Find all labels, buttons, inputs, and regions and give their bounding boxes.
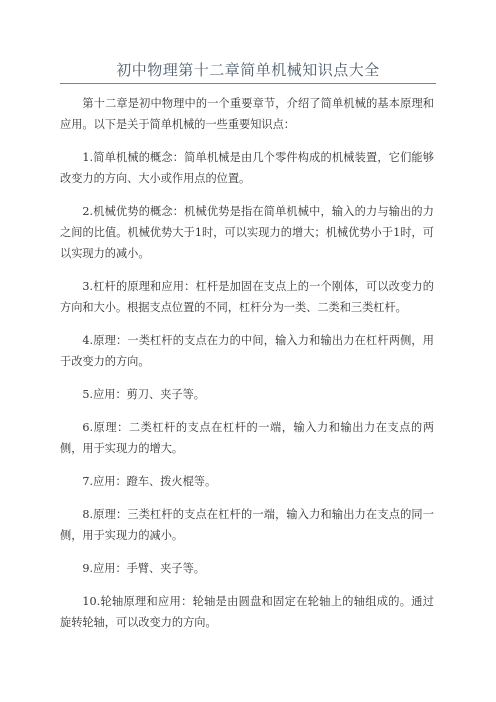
paragraph-item-9: 9.应用：手臂、夹子等。 <box>82 562 205 575</box>
paragraph-item-4: 4.原理：一类杠杆的支点在力的中间，输入力和输出力在杠杆两侧，用于改变力的方向。 <box>60 334 434 368</box>
paragraph-item-5: 5.应用：剪刀、夹子等。 <box>82 388 205 401</box>
document-body <box>60 93 434 645</box>
paragraph-item-10: 10.轮轴原理和应用：轮轴是由圆盘和固定在轮轴上的轴组成的。通过旋转轮轴，可以改变力的方向。 <box>60 595 434 629</box>
paragraph-item-6: 6.原理：二类杠杆的支点在杠杆的一端，输入力和输出力在支点的两侧，用于实现力的增大。 <box>60 421 434 455</box>
paragraph-item-7: 7.应用：蹬车、拨火棍等。 <box>82 475 217 488</box>
title-divider <box>60 83 436 84</box>
document-title: 初中物理第十二章简单机械知识点大全 <box>116 61 380 79</box>
paragraph-item-8: 8.原理：三类杠杆的支点在杠杆的一端，输入力和输出力在支点的同一侧，用于实现力的减小。 <box>60 508 434 542</box>
paragraph-item-2: 2.机械优势的概念：机械优势是指在简单机械中，输入的力与输出的力之间的比值。机械优势大于1时，可以实现力的增大；机械优势小于1时，可以实现力的减小。 <box>60 205 434 260</box>
paragraph-item-3: 3.杠杆的原理和应用：杠杆是加固在支点上的一个刚体，可以改变力的方向和大小。根据支点位置的不同，杠杆分为一类、二类和三类杠杆。 <box>60 280 434 314</box>
intro-paragraph: 第十二章是初中物理中的一个重要章节，介绍了简单机械的基本原理和应用。以下是关于简单机械的一些重要知识点： <box>60 97 434 131</box>
paragraph-item-1: 1.简单机械的概念：简单机械是由几个零件构成的机械装置，它们能够改变力的方向、大小或作用点的位置。 <box>60 151 434 185</box>
